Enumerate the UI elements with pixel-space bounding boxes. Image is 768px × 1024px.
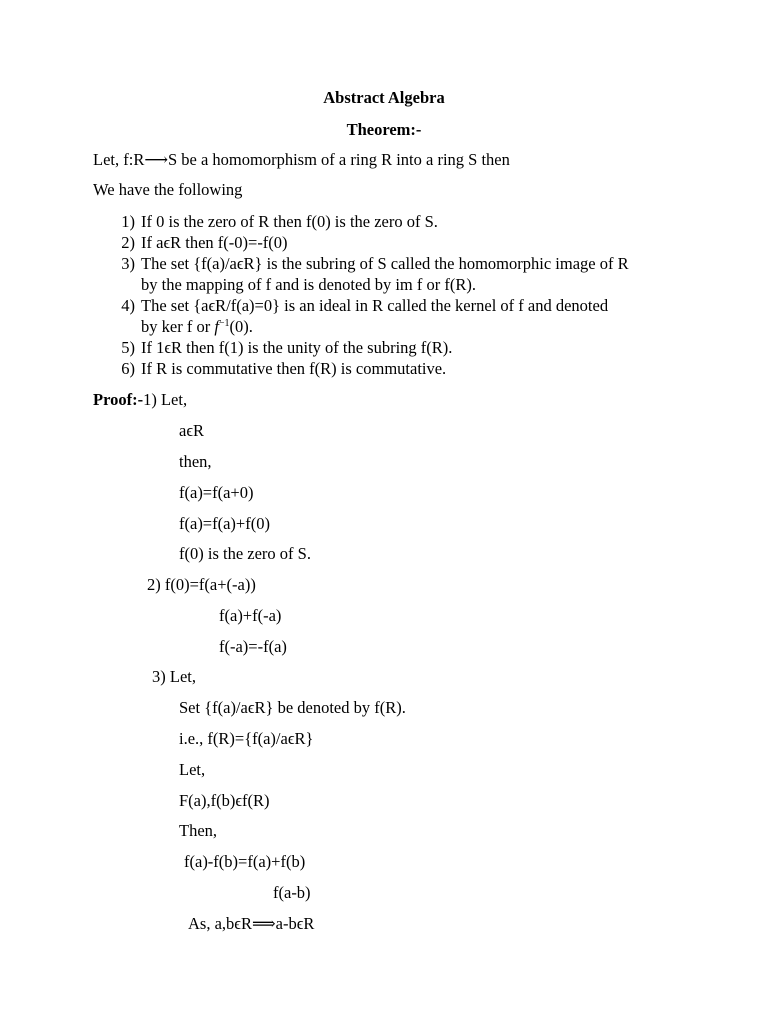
- proof-line: Let,: [179, 760, 206, 779]
- proof-line: Set {f(a)/aϵR} be denoted by f(R).: [179, 698, 406, 717]
- proof-label: Proof:-: [93, 390, 144, 409]
- intro-line: Let, f:R⟶S be a homomorphism of a ring R into a ring S then: [93, 150, 510, 169]
- proof-heading: [93, 390, 187, 410]
- proof-line: f(0) is the zero of S.: [179, 544, 311, 563]
- list-item: [111, 254, 629, 274]
- proof-start: 1) Let,: [143, 390, 188, 409]
- list-text-continued: by the mapping of f and is denoted by im f or f(R).: [141, 275, 476, 294]
- list-number: 3): [121, 254, 135, 273]
- list-number: 5): [121, 338, 135, 357]
- theorem-heading: Theorem:-: [346, 120, 422, 139]
- intro-line: We have the following: [93, 180, 243, 199]
- list-text-continued: by ker f or $f^{-1}(0)$.: [141, 317, 253, 336]
- list-item: [111, 296, 608, 316]
- proof-line: aϵR: [179, 421, 205, 440]
- list-text: The set {f(a)/aϵR} is the subring of S called the homomorphic image of R: [141, 254, 629, 273]
- proof-line: f(a)=f(a+0): [179, 483, 254, 502]
- proof-line: Then,: [179, 821, 218, 840]
- list-text: If R is commutative then f(R) is commutative.: [141, 359, 447, 378]
- list-text: The set {aϵR/f(a)=0} is an ideal in R called the kernel of f and denoted: [141, 296, 609, 315]
- list-number: 1): [121, 212, 135, 231]
- proof-line: 3) Let,: [152, 667, 196, 686]
- list-item: [111, 338, 452, 358]
- list-number: 4): [121, 296, 135, 315]
- proof-line: i.e., f(R)={f(a)/aϵR}: [179, 729, 314, 748]
- proof-line: then,: [179, 452, 212, 471]
- list-item: [111, 359, 446, 379]
- list-item: [111, 212, 438, 232]
- list-number: 2): [121, 233, 135, 252]
- proof-line: F(a),f(b)ϵf(R): [179, 791, 270, 810]
- document-title: Abstract Algebra: [323, 88, 445, 107]
- proof-line: As, a,bϵR⟹a-bϵR: [188, 914, 315, 933]
- proof-line: 2) f(0)=f(a+(-a)): [147, 575, 256, 594]
- proof-line: f(-a)=-f(a): [219, 637, 287, 656]
- list-text: If aϵR then f(-0)=-f(0): [141, 233, 288, 252]
- proof-line: f(a)-f(b)=f(a)+f(b): [184, 852, 306, 871]
- list-number: 6): [121, 359, 135, 378]
- list-text: If 1ϵR then f(1) is the unity of the subring f(R).: [141, 338, 453, 357]
- proof-line: f(a-b): [273, 883, 311, 902]
- list-text: If 0 is the zero of R then f(0) is the zero of S.: [141, 212, 438, 231]
- proof-line: f(a)+f(-a): [219, 606, 282, 625]
- proof-line: f(a)=f(a)+f(0): [179, 514, 270, 533]
- list-item: [111, 233, 288, 253]
